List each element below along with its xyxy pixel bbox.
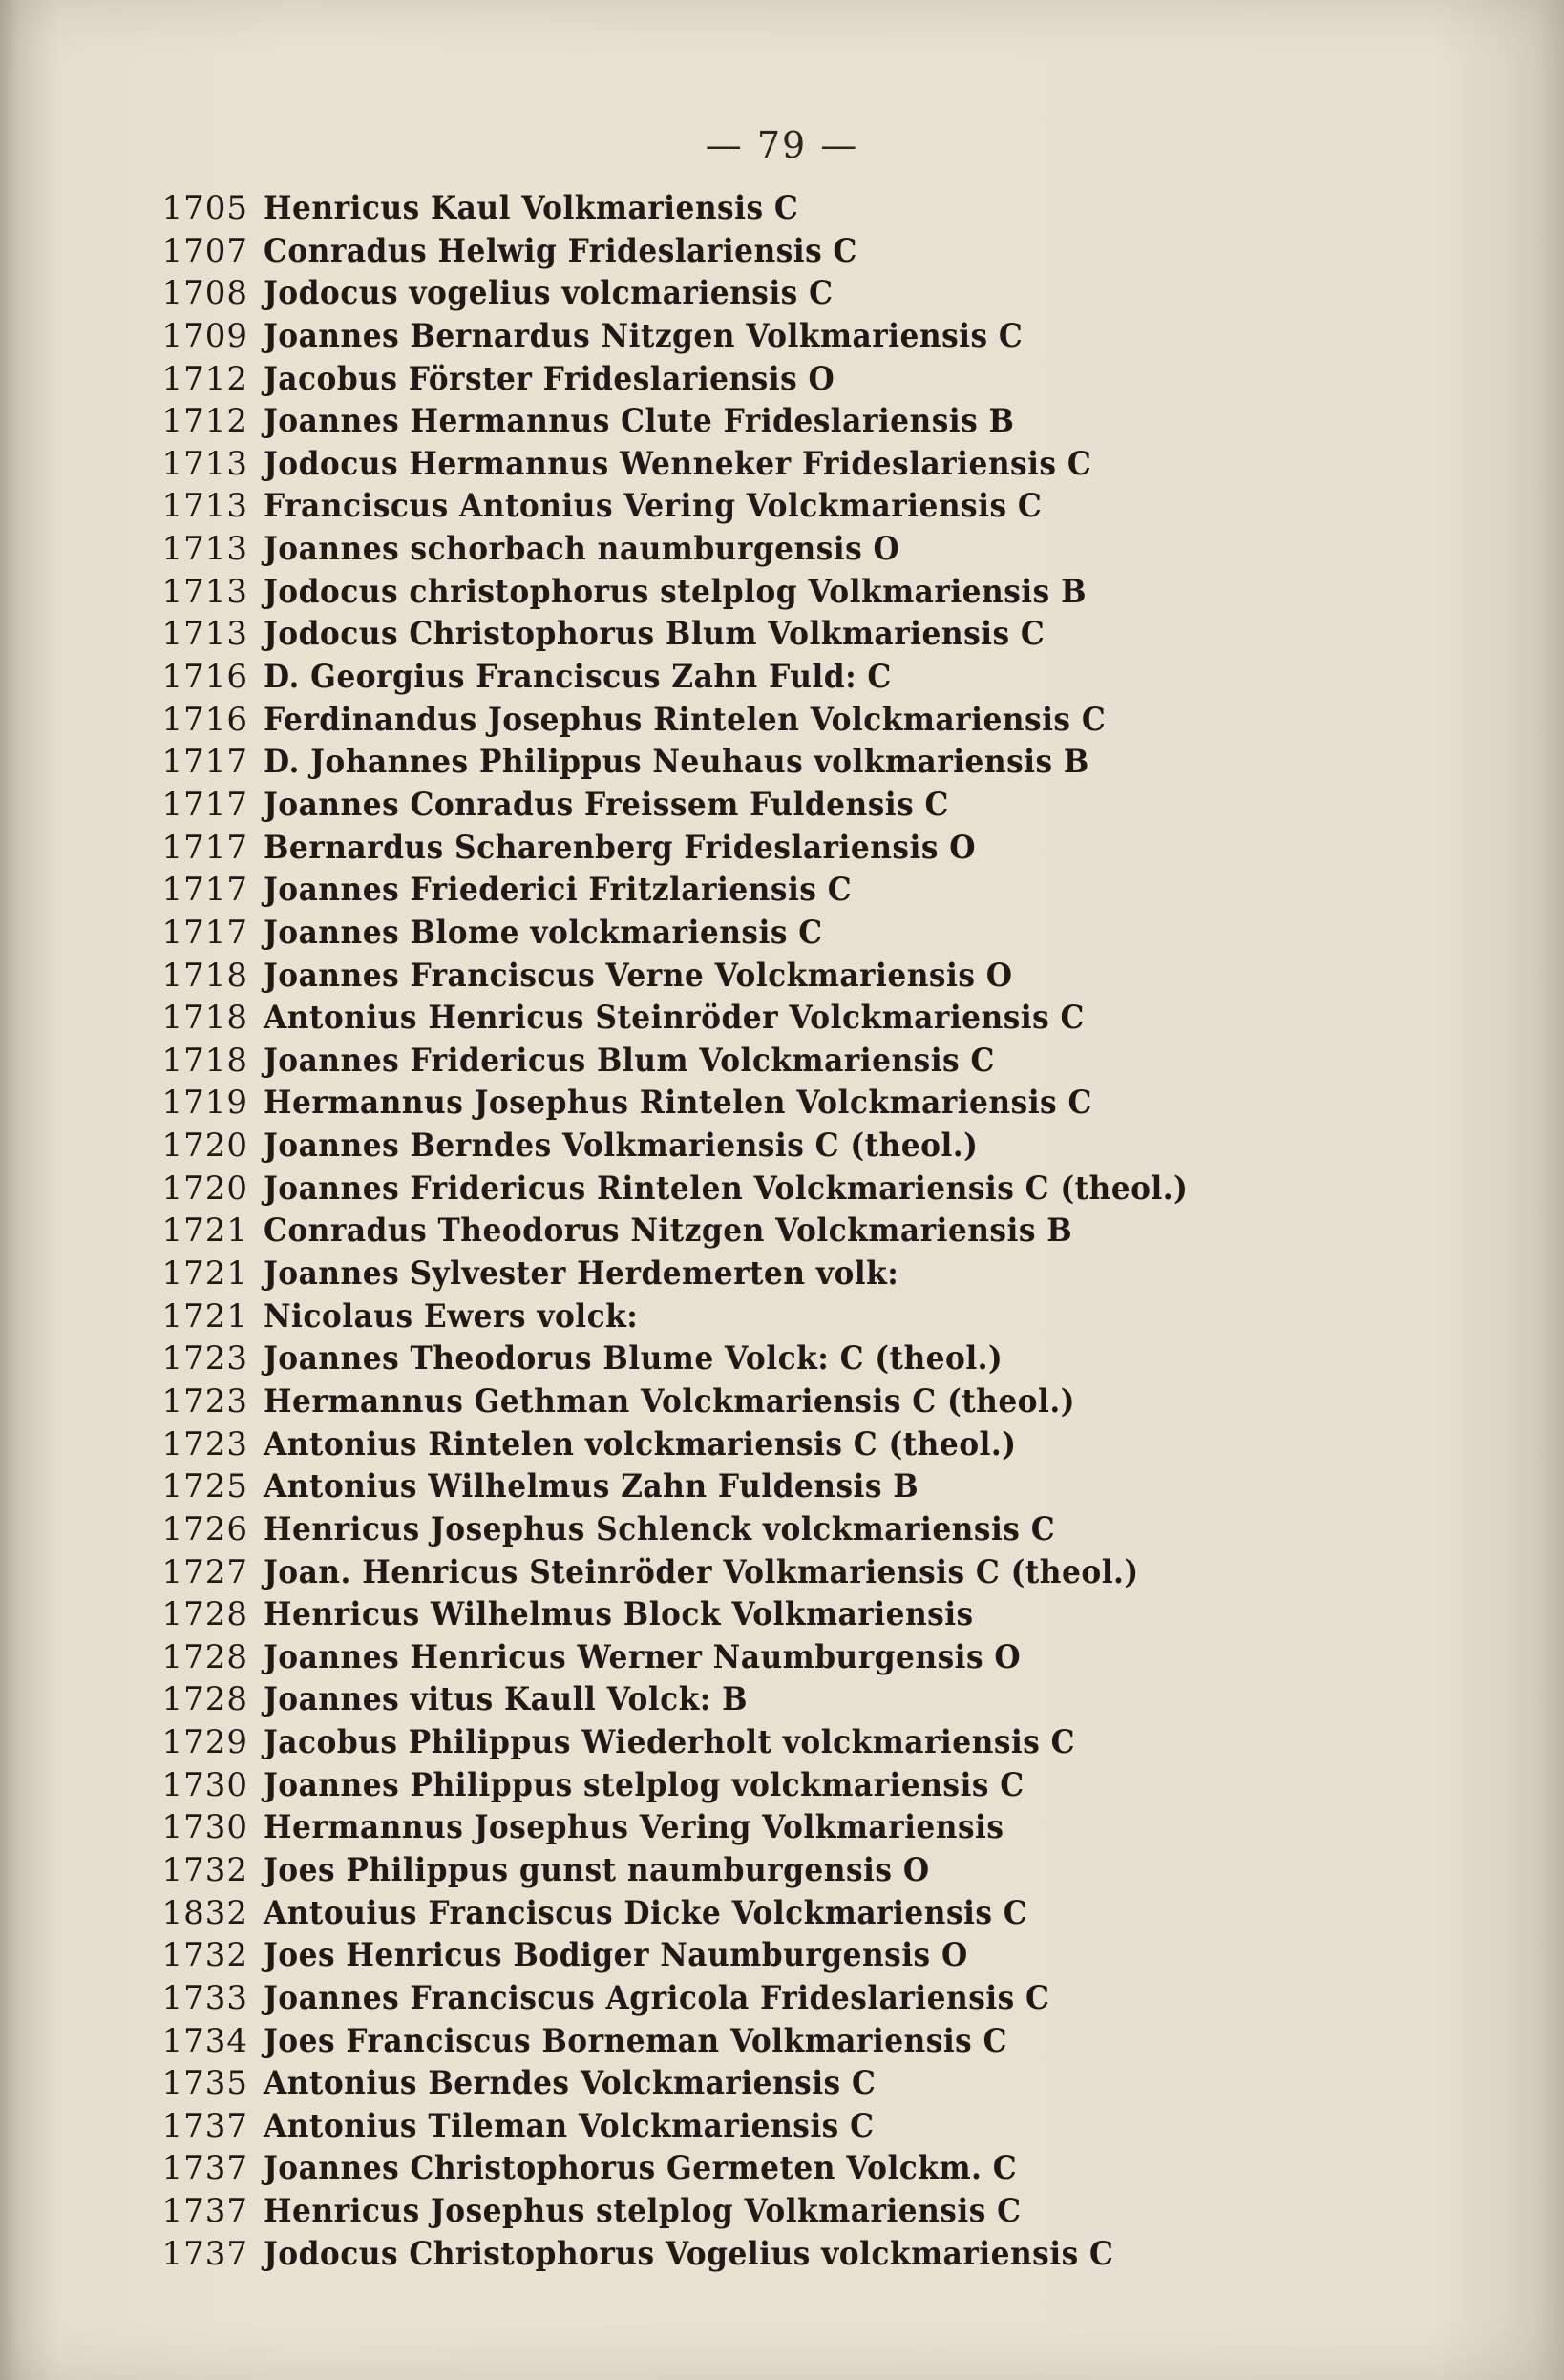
entry-year: 1832 (161, 1893, 248, 1932)
entry-year: 1726 (161, 1509, 248, 1548)
entry-year: 1718 (161, 956, 248, 995)
register-entry (134, 784, 1327, 827)
entry-text: Joannes Franciscus Verne Volckmariensis O (264, 956, 1013, 995)
entry-year: 1723 (161, 1424, 248, 1464)
entry-text: Joes Franciscus Borneman Volkmariensis C (264, 2021, 1007, 2060)
entry-year: 1716 (161, 658, 248, 697)
entry-year: 1732 (161, 1850, 248, 1889)
register-entry (134, 1593, 1327, 1636)
page-number: — 79 — (705, 124, 859, 166)
register-entry (134, 400, 1327, 443)
entry-text: Joannes Berndes Volkmariensis C (theol.) (264, 1127, 979, 1166)
entry-text: Joannes Bernardus Nitzgen Volkmariensis C (264, 316, 1024, 355)
entry-text: Henricus Wilhelmus Block Volkmariensis (264, 1595, 974, 1634)
register-entry (134, 1764, 1327, 1807)
register-entry (134, 485, 1327, 528)
entry-year: 1737 (161, 2234, 248, 2273)
entry-text: Nicolaus Ewers volck: (264, 1296, 639, 1336)
show-through-text (1299, 172, 1547, 2320)
entry-text: Joannes vitus Kaull Volck: B (264, 1680, 749, 1719)
register-entry (134, 827, 1327, 870)
entry-text: Joannes Franciscus Agricola Frideslariensis C (264, 1978, 1050, 2017)
entry-year: 1705 (161, 189, 248, 227)
register-entry (134, 1806, 1327, 1849)
register-entry (134, 2105, 1327, 2148)
entry-text: Bernardus Scharenberg Frideslariensis O (264, 828, 976, 867)
entry-year: 1721 (161, 1254, 248, 1294)
entry-year: 1713 (161, 444, 248, 483)
entry-text: Joannes Hermannus Clute Frideslariensis B (264, 402, 1015, 441)
entry-text: Antonius Rintelen volckmariensis C (theol.) (264, 1424, 1017, 1464)
register-entry (134, 2147, 1327, 2190)
entry-year: 1718 (161, 999, 248, 1038)
entry-year: 1713 (161, 615, 248, 654)
register-entry (134, 1210, 1327, 1253)
entry-text: Jodocus Christophorus Vogelius volckmariensis C (264, 2234, 1114, 2273)
register-entry (134, 187, 1327, 230)
entry-text: D. Johannes Philippus Neuhaus volkmariensis B (264, 743, 1089, 782)
entry-year: 1723 (161, 1381, 248, 1421)
entry-year: 1708 (161, 274, 248, 313)
entry-year: 1709 (161, 316, 248, 355)
entry-year: 1718 (161, 1041, 248, 1080)
register-entry (134, 2020, 1327, 2063)
entry-text: Henricus Kaul Volkmariensis C (264, 189, 799, 227)
entry-text: Hermannus Gethman Volckmariensis C (theol.) (264, 1381, 1075, 1421)
entry-text: Jacobus Philippus Wiederholt volckmariensis C (264, 1723, 1076, 1762)
entry-text: Antouius Franciscus Dicke Volckmariensis C (264, 1893, 1028, 1932)
register-entry (134, 272, 1327, 315)
entry-year: 1717 (161, 785, 248, 824)
register-entry (134, 1551, 1327, 1594)
entry-year: 1737 (161, 2106, 248, 2145)
register-entry (134, 1295, 1327, 1338)
entry-year: 1733 (161, 1978, 248, 2017)
entry-year: 1717 (161, 828, 248, 867)
register-entry (134, 1508, 1327, 1551)
register-entry (134, 1380, 1327, 1423)
register-entry (134, 2062, 1327, 2105)
entry-year: 1707 (161, 231, 248, 270)
register-entry (134, 1337, 1327, 1380)
register-entry (134, 869, 1327, 912)
register-entry (134, 1253, 1327, 1295)
entry-year: 1721 (161, 1296, 248, 1336)
entry-text: Joannes Sylvester Herdemerten volk: (264, 1254, 899, 1294)
entry-text: Jodocus vogelius volcmariensis C (264, 274, 834, 313)
entry-text: Antonius Wilhelmus Zahn Fuldensis B (264, 1467, 919, 1506)
register-entry (134, 1082, 1327, 1125)
register-entry (134, 230, 1327, 273)
entry-text: Henricus Josephus Schlenck volckmariensis C (264, 1509, 1056, 1548)
entry-year: 1713 (161, 572, 248, 611)
entry-year: 1719 (161, 1084, 248, 1123)
register-entry (134, 528, 1327, 571)
entry-text: Joannes Fridericus Rintelen Volckmariensis C (theol.) (264, 1169, 1189, 1208)
entry-year: 1713 (161, 487, 248, 526)
entry-year: 1717 (161, 743, 248, 782)
entry-year: 1737 (161, 2192, 248, 2231)
register-entry (134, 1934, 1327, 1977)
register-entry (134, 1892, 1327, 1935)
entry-text: Jodocus Christophorus Blum Volkmariensis C (264, 615, 1046, 654)
register-entry (134, 699, 1327, 742)
entry-year: 1735 (161, 2064, 248, 2103)
register-list (134, 187, 1327, 2275)
entry-text: Joannes Conradus Freissem Fuldensis C (264, 785, 949, 824)
entry-text: Antonius Berndes Volckmariensis C (264, 2064, 877, 2103)
entry-text: Joannes Christophorus Germeten Volckm. C (264, 2149, 1018, 2188)
entry-year: 1730 (161, 1808, 248, 1847)
entry-text: Joes Henricus Bodiger Naumburgensis O (264, 1936, 968, 1975)
entry-year: 1730 (161, 1765, 248, 1804)
entry-text: Joannes schorbach naumburgensis O (264, 530, 900, 569)
entry-year: 1734 (161, 2021, 248, 2060)
entry-year: 1729 (161, 1723, 248, 1762)
register-entry (134, 1721, 1327, 1764)
entry-text: Franciscus Antonius Vering Volckmariensis C (264, 487, 1043, 526)
entry-text: Antonius Henricus Steinröder Volckmariensis C (264, 999, 1085, 1038)
entry-text: Joes Philippus gunst naumburgensis O (264, 1850, 930, 1889)
register-entry (134, 1678, 1327, 1721)
register-entry (134, 1977, 1327, 2020)
entry-year: 1721 (161, 1211, 248, 1251)
register-entry (134, 358, 1327, 401)
entry-year: 1720 (161, 1127, 248, 1166)
register-entry (134, 613, 1327, 656)
entry-year: 1728 (161, 1595, 248, 1634)
entry-year: 1723 (161, 1339, 248, 1379)
register-entry (134, 656, 1327, 699)
entry-text: Joannes Henricus Werner Naumburgensis O (264, 1637, 1022, 1676)
entry-year: 1732 (161, 1936, 248, 1975)
entry-year: 1712 (161, 402, 248, 441)
register-entry (134, 997, 1327, 1040)
entry-text: Joan. Henricus Steinröder Volkmariensis C (theol.) (264, 1552, 1139, 1591)
register-entry (134, 912, 1327, 955)
entry-year: 1712 (161, 359, 248, 398)
register-entry (134, 1040, 1327, 1083)
register-entry (134, 1125, 1327, 1168)
register-entry (134, 571, 1327, 614)
entry-year: 1727 (161, 1552, 248, 1591)
register-entry (134, 955, 1327, 998)
entry-text: Henricus Josephus stelplog Volkmariensis C (264, 2192, 1022, 2231)
entry-year: 1728 (161, 1637, 248, 1676)
entry-year: 1737 (161, 2149, 248, 2188)
register-entry (134, 1636, 1327, 1679)
entry-text: Jacobus Förster Frideslariensis O (264, 359, 835, 398)
entry-text: Hermannus Josephus Vering Volkmariensis (264, 1808, 1004, 1847)
entry-text: Conradus Helwig Frideslariensis C (264, 231, 857, 270)
register-entry (134, 315, 1327, 358)
register-entry (134, 2190, 1327, 2233)
entry-text: Joannes Theodorus Blume Volck: C (theol.) (264, 1339, 1004, 1379)
entry-text: Joannes Blome volckmariensis C (264, 913, 823, 952)
register-entry (134, 1465, 1327, 1508)
entry-year: 1717 (161, 913, 248, 952)
entry-year: 1713 (161, 530, 248, 569)
entry-year: 1720 (161, 1169, 248, 1208)
entry-year: 1716 (161, 700, 248, 739)
entry-text: Conradus Theodorus Nitzgen Volckmariensis B (264, 1211, 1073, 1251)
register-entry (134, 1849, 1327, 1892)
entry-text: Ferdinandus Josephus Rintelen Volckmariensis C (264, 700, 1107, 739)
entry-text: Hermannus Josephus Rintelen Volckmariensis C (264, 1084, 1092, 1123)
register-entry (134, 2233, 1327, 2276)
entry-text: Antonius Tileman Volckmariensis C (264, 2106, 875, 2145)
entry-text: D. Georgius Franciscus Zahn Fuld: C (264, 658, 892, 697)
entry-text: Joannes Fridericus Blum Volckmariensis C (264, 1041, 995, 1080)
entry-year: 1728 (161, 1680, 248, 1719)
entry-text: Jodocus christophorus stelplog Volkmariensis B (264, 572, 1087, 611)
entry-text: Jodocus Hermannus Wenneker Frideslariensis C (264, 444, 1092, 483)
register-entry (134, 1423, 1327, 1466)
entry-year: 1725 (161, 1467, 248, 1506)
entry-text: Joannes Friederici Fritzlariensis C (264, 871, 853, 910)
register-entry (134, 1168, 1327, 1211)
register-entry (134, 443, 1327, 486)
entry-text: Joannes Philippus stelplog volckmariensis C (264, 1765, 1025, 1804)
register-entry (134, 741, 1327, 784)
entry-year: 1717 (161, 871, 248, 910)
